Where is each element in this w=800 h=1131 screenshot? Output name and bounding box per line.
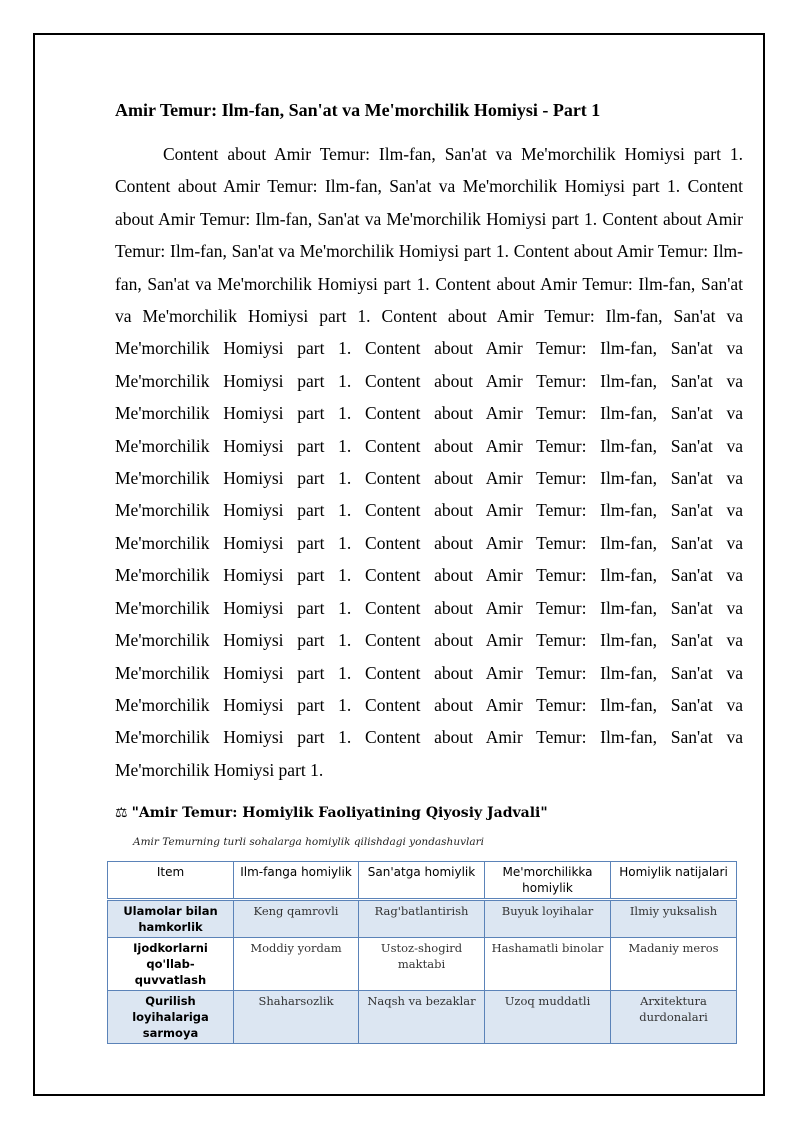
table-cell: Moddiy yordam [234, 938, 359, 991]
table-cell: Arxitektura durdonalari [611, 991, 737, 1044]
table-title-text: "Amir Temur: Homiylik Faoliyatining Qiyosiy Jadvali" [131, 805, 548, 821]
table-cell: Hashamatli binolar [485, 938, 611, 991]
table-cell: Madaniy meros [611, 938, 737, 991]
table-header-row [108, 862, 737, 900]
table-title [115, 805, 755, 821]
table-header-cell: San'atga homiylik [359, 862, 485, 900]
table-row [108, 900, 737, 938]
table-cell: Uzoq muddatli [485, 991, 611, 1044]
table-cell: Ilmiy yuksalish [611, 900, 737, 938]
table-cell: Keng qamrovli [234, 900, 359, 938]
body-paragraph: Content about Amir Temur: Ilm-fan, San'at va Me'morchilik Homiysi part 1. Content about Amir Temur: Ilm-fan, San'at va Me'morchilik Homiysi part 1. Content about Amir Temur: Ilm-fan, San'at va Me'morchilik Homiysi part 1. Content about Amir Temur: Ilm-fan, San'at va Me'morchilik Homiysi part 1. Content about Amir Temur: Ilm-fan, San'at va Me'morchilik Homiysi part 1. Content about Amir Temur: Ilm-fan, San'at va Me'morchilik Homiysi part 1. Content about Amir Temur: Ilm-fan, San'at va Me'morchilik Homiysi part 1. Content about Amir Temur: Ilm-fan, San'at va Me'morchilik Homiysi part 1. Content about Amir Temur: Ilm-fan, San'at va Me'morchilik Homiysi part 1. Content about Amir Temur: Ilm-fan, San'at va Me'morchilik Homiysi part 1. Content about Amir Temur: Ilm-fan, San'at va Me'morchilik Homiysi part 1. Content about Amir Temur: Ilm-fan, San'at va Me'morchilik Homiysi part 1. Content about Amir Temur: Ilm-fan, San'at va Me'morchilik Homiysi part 1. Content about Amir Temur: Ilm-fan, San'at va Me'morchilik Homiysi part 1. Content about Amir Temur: Ilm-fan, San'at va Me'morchilik Homiysi part 1. Content about Amir Temur: Ilm-fan, San'at va Me'morchilik Homiysi part 1. Content about Amir Temur: Ilm-fan, San'at va Me'morchilik Homiysi part 1. Content about Amir Temur: Ilm-fan, San'at va Me'morchilik Homiysi part 1. Content about Amir Temur: Ilm-fan, San'at va Me'morchilik Homiysi part 1. Content about Amir Temur: Ilm-fan, San'at va Me'morchilik Homiysi part 1. [115, 144, 743, 780]
table-header-cell: Item [108, 862, 234, 900]
document-heading: Amir Temur: Ilm-fan, San'at va Me'morchilik Homiysi - Part 1 [115, 100, 601, 120]
table-row [108, 991, 737, 1044]
table-cell: Naqsh va bezaklar [359, 991, 485, 1044]
table-caption: Amir Temurning turli sohalarga homiylik qilishdagi yondashuvlari [133, 836, 485, 848]
table-row-label: Ulamolar bilan hamkorlik [108, 900, 234, 938]
scales-icon: ⚖ [115, 805, 128, 821]
table-cell: Rag'batlantirish [359, 900, 485, 938]
table-header-cell: Me'morchilikka homiylik [485, 862, 611, 900]
table-row-label: Qurilish loyihalariga sarmoya [108, 991, 234, 1044]
table-cell: Shaharsozlik [234, 991, 359, 1044]
table-row [108, 938, 737, 991]
table-cell: Buyuk loyihalar [485, 900, 611, 938]
table-header-cell: Homiylik natijalari [611, 862, 737, 900]
comparison-table [107, 861, 737, 1044]
table-row-label: Ijodkorlarni qo'llab-quvvatlash [108, 938, 234, 991]
table-cell: Ustoz-shogird maktabi [359, 938, 485, 991]
table-header-cell: Ilm-fanga homiylik [234, 862, 359, 900]
